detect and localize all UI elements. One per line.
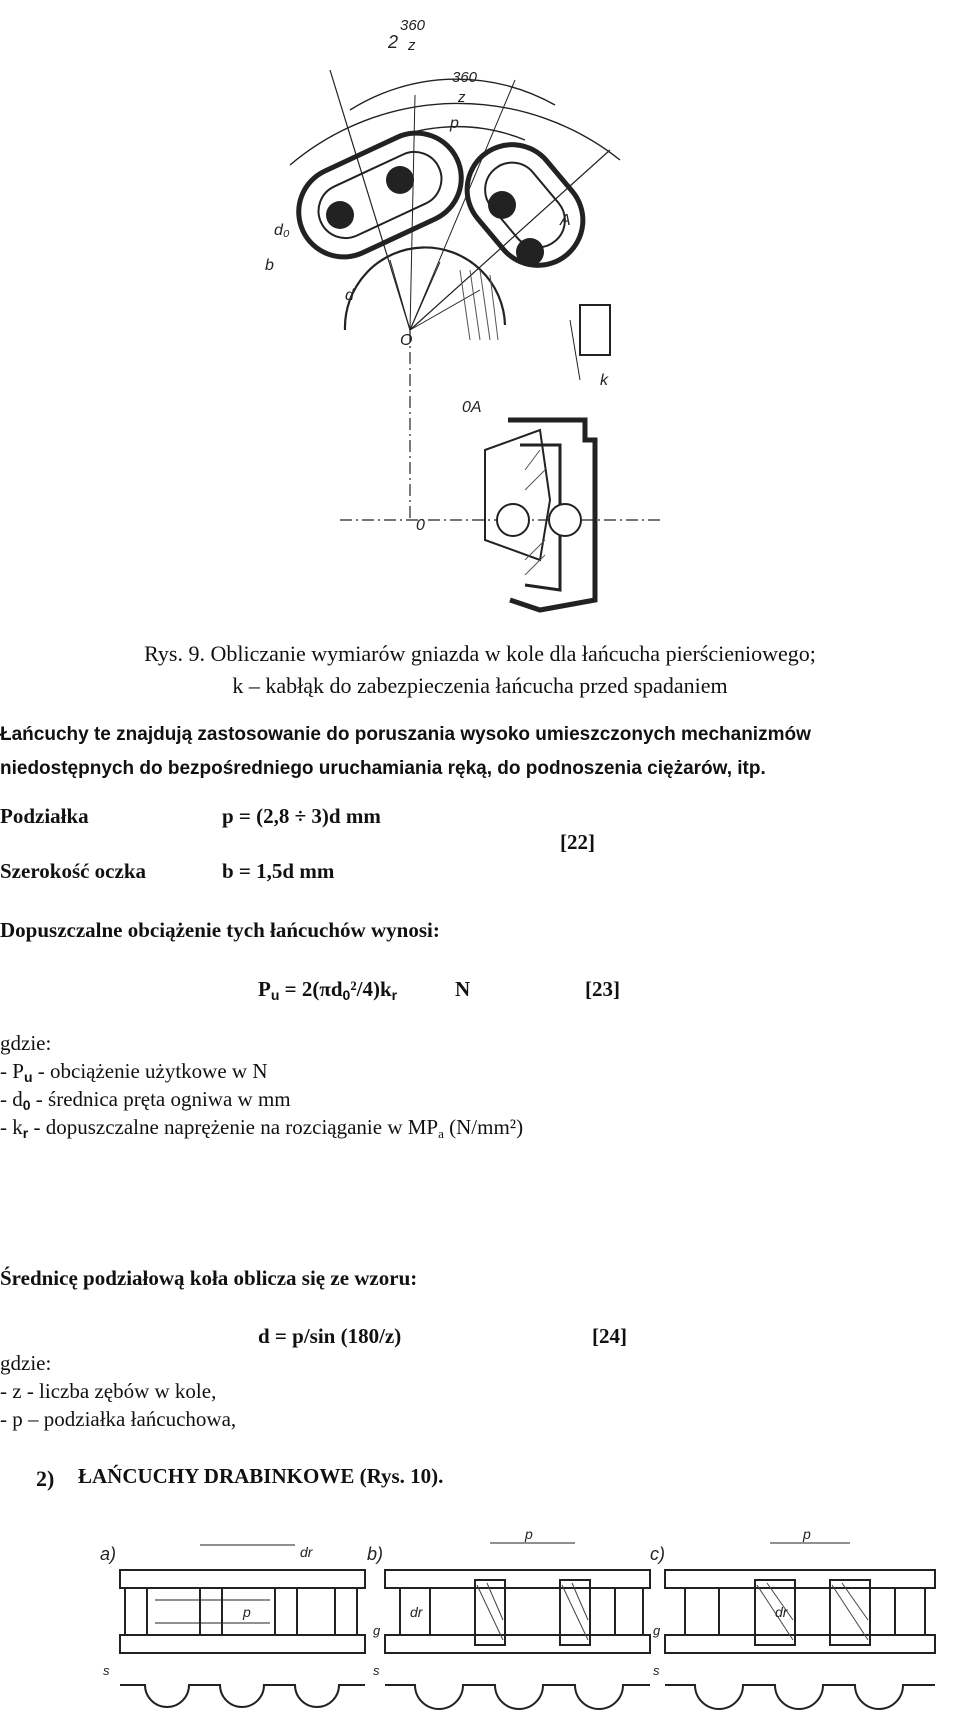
label-b: b [265,257,274,274]
intro-line-2: niedostępnych do bezpośredniego uruchamiania ręką, do podnoszenia ciężarów, itp. [0,758,766,779]
c-p-label: p [803,1526,811,1542]
where-1-title: gdzie: [0,1031,52,1055]
where-1-item-3: - $k_r$ - dopuszczalne naprężenie na rozciąganie w MPa (N/mm²) [0,1115,524,1141]
label-O: O [400,332,413,349]
caption-line-1: Rys. 9. Obliczanie wymiarów gniazda w kole dla łańcucha pierścieniowego; [144,641,816,666]
label-360-a: 360 [400,17,426,34]
label-A: A [560,212,571,229]
label-d: d [345,287,354,304]
label-0: 0 [416,517,425,534]
label-360-b: 360 [452,69,478,86]
where-1-item-2: - $d_0$ - średnica pręta ogniwa w mm [0,1087,291,1113]
c-dr-label: dr [775,1604,788,1620]
width-formula: b = 1,5d mm [222,859,335,883]
panel-c-label: c) [650,1544,665,1564]
ref-22: [22] [560,830,595,854]
caption-line-2: k – kabłąk do zabezpieczenia łańcucha przed spadaniem [232,673,728,698]
pitch-formula: p = (2,8 ÷ 3)d mm [222,804,381,828]
a-p-label: p [243,1604,251,1620]
section-2-title: ŁAŃCUCHY DRABINKOWE (Rys. 10). [78,1464,444,1488]
pitchdiam-formula: d = p/sin (180/z) [258,1324,402,1348]
figure-10-drawing [95,1525,960,1735]
label-z-b: z [458,89,466,106]
panel-b-label: b) [367,1544,384,1564]
load-unit: N [455,977,471,1001]
label-d0: d₀ [274,222,290,239]
label-0A: 0A [462,399,482,416]
where-1-item-1: - $P_u$ - obciążenie użytkowe w N [0,1059,268,1085]
where-2-title: gdzie: [0,1351,52,1375]
label-k: k [600,372,608,389]
b-s-label: s [373,1663,380,1678]
where-2-item-2: - p – podziałka łańcuchowa, [0,1407,237,1431]
width-label: Szerokość oczka [0,859,147,883]
b-dr-label: dr [410,1604,423,1620]
intro-line-1: Łańcuchy te znajdują zastosowanie do poruszania wysoko umieszczonych mechanizmów [0,724,811,745]
ref-23: [23] [585,977,620,1001]
b-p-label: p [525,1526,533,1542]
where-2-item-1: - z - liczba zębów w kole, [0,1379,217,1403]
figure-9-drawing [240,0,685,632]
pitchdiam-heading: Średnicę podziałową koła oblicza się ze wzoru: [0,1266,418,1290]
c-g-label: g [653,1623,661,1638]
panel-a-label: a) [100,1544,117,1564]
a-dr-label: dr [300,1544,313,1560]
load-heading: Dopuszczalne obciążenie tych łańcuchów wynosi: [0,918,440,942]
load-formula: $P_u = 2(\pi d_0^2/4)k_r$ [258,977,398,1003]
label-p: p [450,115,459,132]
b-g-label: g [373,1623,381,1638]
a-s-label: s [103,1663,110,1678]
label-z-a: z [408,37,416,54]
section-2-number: 2) [36,1466,55,1491]
ref-24: [24] [592,1324,627,1348]
c-s-label: s [653,1663,660,1678]
label-two: 2 [388,32,399,52]
pitch-label: Podziałka [0,804,89,828]
